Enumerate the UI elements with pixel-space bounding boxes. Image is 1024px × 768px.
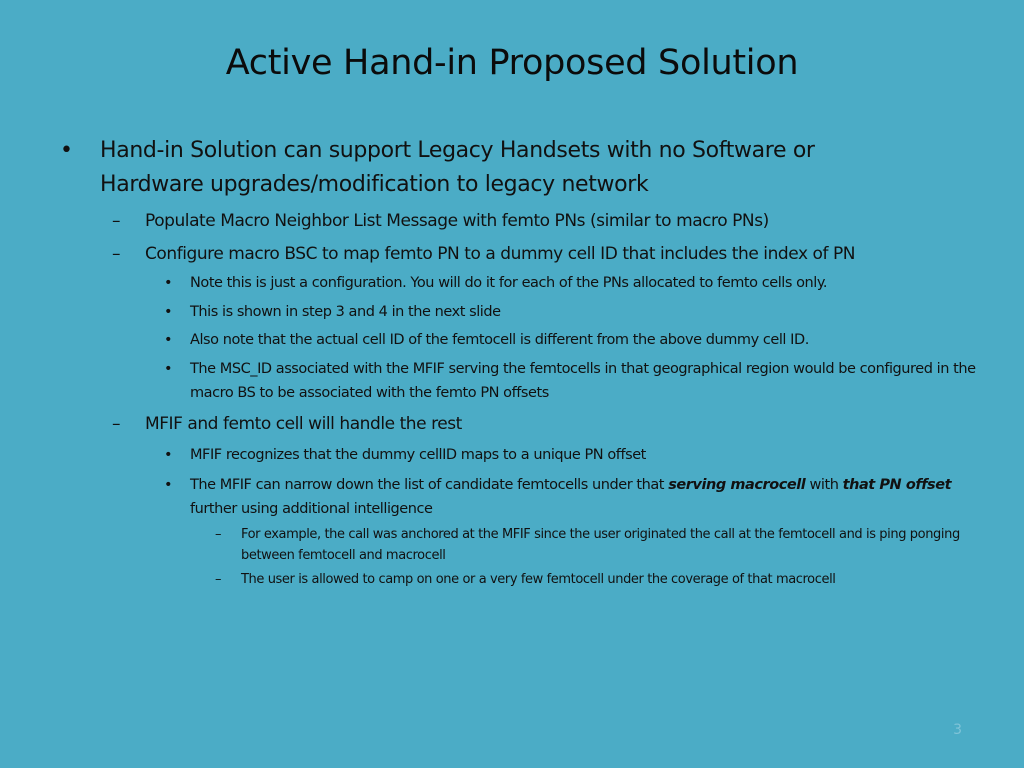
bullet-text: For example, the call was anchored at the MFIF since the user originated the call at the femtocell and is ping ponging between femtocell and macrocell <box>241 527 960 563</box>
text-segment: The MFIF can narrow down the list of candidate femtocells under that <box>190 477 669 493</box>
dash-marker: – <box>112 244 121 264</box>
bullet-marker: • <box>164 304 173 320</box>
bullet-text: The MSC_ID associated with the MFIF serving the femtocells in that geographical region would be configured in the macro BS to be associated with the femto PN offsets <box>190 361 976 401</box>
dash-marker: – <box>112 211 121 231</box>
bullet-text: MFIF and femto cell will handle the rest <box>145 414 462 434</box>
bullet-marker: • <box>164 447 173 463</box>
slide-title: Active Hand-in Proposed Solution <box>225 43 799 83</box>
bullet-text: The user is allowed to camp on one or a very few femtocell under the coverage of that macrocell <box>241 572 836 587</box>
bullet-marker: • <box>164 477 173 493</box>
page-number: 3 <box>953 722 962 738</box>
dash-marker: – <box>215 572 222 587</box>
bullet-marker: • <box>164 275 173 291</box>
bullet-text: Hand-in Solution can support Legacy Handsets with no Software or Hardware upgrades/modification to legacy network <box>100 138 815 197</box>
dash-marker: – <box>215 527 222 542</box>
dash-marker: – <box>112 414 121 434</box>
bullet-text: Also note that the actual cell ID of the femtocell is different from the above dummy cell ID. <box>190 332 809 348</box>
emphasis-serving-macrocell: serving macrocell <box>668 477 806 493</box>
text-segment: further using additional intelligence <box>190 501 433 517</box>
text-segment: with <box>805 477 843 493</box>
bullet-marker: • <box>164 361 173 377</box>
bullet-text: This is shown in step 3 and 4 in the next slide <box>190 304 501 320</box>
bullet-text: Populate Macro Neighbor List Message with femto PNs (similar to macro PNs) <box>145 211 769 231</box>
bullet-text: MFIF recognizes that the dummy cellID maps to a unique PN offset <box>190 447 646 463</box>
bullet-marker: • <box>164 332 173 348</box>
bullet-text: Configure macro BSC to map femto PN to a dummy cell ID that includes the index of PN <box>145 244 856 264</box>
emphasis-pn-offset: that PN offset <box>842 477 952 493</box>
bullet-marker: • <box>60 138 73 163</box>
bullet-text <box>190 473 990 521</box>
bullet-text: Note this is just a configuration. You will do it for each of the PNs allocated to femto cells only. <box>190 275 828 291</box>
